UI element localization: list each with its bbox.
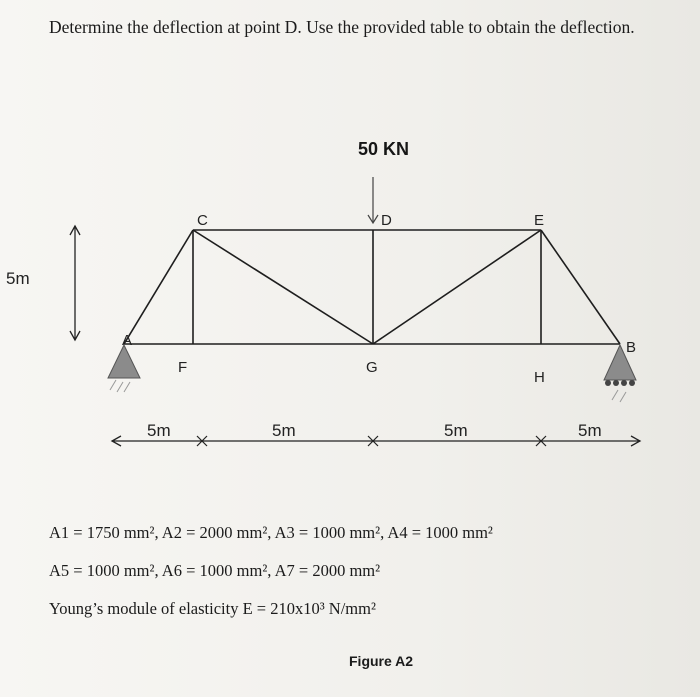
- member-AC: [124, 230, 193, 344]
- figure-caption: Figure A2: [349, 653, 414, 669]
- node-label-D: D: [381, 212, 392, 229]
- problem-statement: Determine the deflection at point D. Use the provided table to obtain the deflection.: [49, 17, 635, 37]
- member-EB: [541, 230, 620, 344]
- span-label-2: 5m: [272, 421, 296, 440]
- height-label: 5m: [6, 269, 30, 288]
- truss-members: [124, 230, 620, 344]
- node-label-E: E: [534, 212, 545, 229]
- node-label-G: G: [366, 359, 378, 376]
- span-label-4: 5m: [578, 421, 602, 440]
- node-label-F: F: [178, 359, 188, 376]
- areas-line-2: A5 = 1000 mm², A6 = 1000 mm², A7 = 2000 mm²: [49, 561, 381, 580]
- span-label-3: 5m: [444, 421, 468, 440]
- node-label-H: H: [534, 369, 545, 386]
- load-label: 50 KN: [358, 139, 410, 159]
- span-dimension: [112, 436, 640, 446]
- pin-support-A: [108, 345, 140, 392]
- node-label-B: B: [626, 339, 637, 356]
- height-dimension: [70, 226, 80, 340]
- member-CG: [193, 230, 373, 344]
- member-GE: [373, 230, 541, 344]
- elasticity-line: Young’s module of elasticity E = 210x10³ N/mm²: [49, 599, 376, 618]
- node-label-C: C: [197, 212, 208, 229]
- areas-line-1: A1 = 1750 mm², A2 = 2000 mm², A3 = 1000 mm², A4 = 1000 mm²: [49, 523, 493, 542]
- span-label-1: 5m: [147, 421, 171, 440]
- node-label-A: A: [122, 332, 133, 349]
